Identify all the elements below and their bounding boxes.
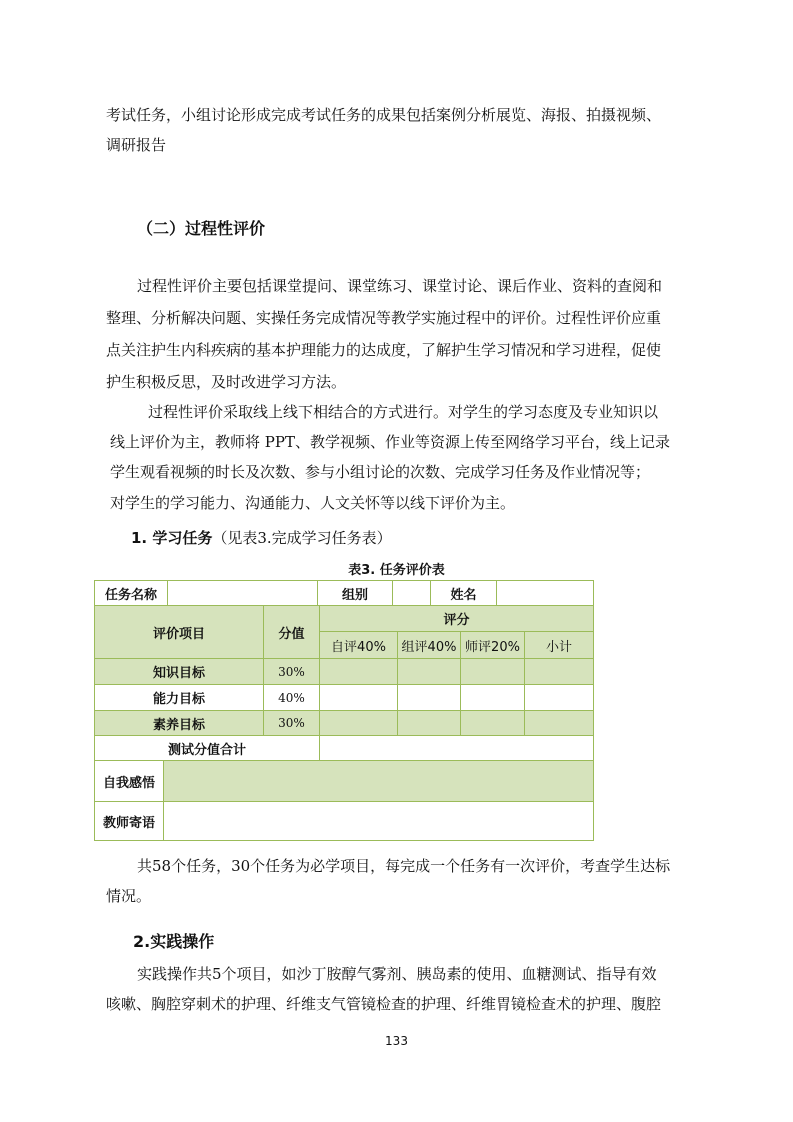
table-row bbox=[95, 761, 593, 802]
table-row bbox=[95, 581, 593, 606]
self-reflection-label: 自我感悟 bbox=[95, 761, 164, 801]
body-line: 护生积极反思，及时改进学习方法。 bbox=[106, 373, 347, 391]
row-item: 能力目标 bbox=[95, 685, 264, 710]
item1-line bbox=[131, 524, 392, 552]
row-score: 40% bbox=[264, 685, 320, 710]
page-number: 133 bbox=[385, 1034, 408, 1048]
section-heading: （二）过程性评价 bbox=[137, 219, 266, 238]
group-rating-cell bbox=[398, 685, 461, 710]
table-row bbox=[95, 711, 593, 736]
body-line: 咳嗽、胸腔穿刺术的护理、纤维支气管镜检查的护理、纤维胃镜检查术的护理、腹腔 bbox=[106, 995, 662, 1013]
group-value bbox=[393, 581, 431, 605]
body-line: 对学生的学习能力、沟通能力、人文关怀等以线下评价为主。 bbox=[110, 494, 516, 512]
teacher-message-label: 教师寄语 bbox=[95, 802, 164, 840]
row-item: 知识目标 bbox=[95, 659, 264, 684]
group-rating-cell bbox=[398, 659, 461, 684]
table-row bbox=[95, 659, 593, 685]
evaluation-table bbox=[94, 580, 594, 841]
subtotal-header: 小计 bbox=[545, 639, 572, 655]
subtotal-cell bbox=[525, 711, 593, 735]
teacher-rating-cell bbox=[461, 659, 525, 684]
body-line: 共58个任务，30个任务为必学项目，每完成一个任务有一次评价，考查学生达标 bbox=[137, 857, 671, 875]
teacher-message-value bbox=[164, 802, 593, 840]
score-header: 分值 bbox=[264, 606, 320, 658]
body-line: 学生观看视频的时长及次数、参与小组讨论的次数、完成学习任务及作业情况等； bbox=[110, 463, 651, 481]
teacher-rating-header: 师评20% bbox=[461, 632, 525, 658]
body-line: 点关注护生内科疾病的基本护理能力的达成度，了解护生学习情况和学习进程，促使 bbox=[106, 341, 662, 359]
subtotal-cell bbox=[525, 659, 593, 684]
body-line: 考试任务，小组讨论形成完成考试任务的成果包括案例分析展览、海报、拍摄视频、 bbox=[106, 106, 662, 124]
self-rating-cell bbox=[320, 711, 398, 735]
body-line: 过程性评价主要包括课堂提问、课堂练习、课堂讨论、课后作业、资料的查阅和 bbox=[137, 277, 663, 295]
self-rating-cell bbox=[320, 659, 398, 684]
table-header bbox=[95, 606, 593, 659]
table-caption: 表3. 任务评价表 bbox=[348, 563, 445, 578]
row-score: 30% bbox=[264, 711, 320, 735]
group-rating-header: 组评40% bbox=[398, 632, 461, 658]
table-row bbox=[95, 736, 593, 761]
body-line: 情况。 bbox=[106, 887, 152, 905]
name-label: 姓名 bbox=[431, 581, 497, 605]
row-item: 素养目标 bbox=[95, 711, 264, 735]
group-label: 组别 bbox=[318, 581, 393, 605]
teacher-rating-cell bbox=[461, 711, 525, 735]
teacher-rating-cell bbox=[461, 685, 525, 710]
body-line: 整理、分析解决问题、实操任务完成情况等教学实施过程中的评价。过程性评价应重 bbox=[106, 309, 662, 327]
body-line: 线上评价为主，教师将 PPT、教学视频、作业等资源上传至网络学习平台，线上记录 bbox=[110, 433, 670, 451]
body-line: 实践操作共5个项目，如沙丁胺醇气雾剂、胰岛素的使用、血糖测试、指导有效 bbox=[137, 965, 657, 983]
subtotal-cell bbox=[525, 685, 593, 710]
body-line: 过程性评价采取线上线下相结合的方式进行。对学生的学习态度及专业知识以 bbox=[148, 403, 659, 421]
self-rating-header: 自评40% bbox=[320, 632, 398, 658]
item1-note: （见表3.完成学习任务表） bbox=[212, 529, 392, 547]
self-rating-cell bbox=[320, 685, 398, 710]
self-reflection-value bbox=[164, 761, 593, 801]
rating-header: 评分 bbox=[320, 606, 593, 632]
body-line: 调研报告 bbox=[106, 136, 167, 154]
item-header: 评价项目 bbox=[95, 606, 264, 658]
table-row bbox=[95, 685, 593, 711]
group-rating-cell bbox=[398, 711, 461, 735]
task-name-label: 任务名称 bbox=[95, 581, 168, 605]
task-name-value bbox=[168, 581, 318, 605]
table-row bbox=[95, 802, 593, 840]
total-label: 测试分值合计 bbox=[95, 736, 320, 760]
row-score: 30% bbox=[264, 659, 320, 684]
item2-heading: 2.实践操作 bbox=[133, 932, 215, 951]
item1-title: 1. 学习任务 bbox=[131, 529, 213, 547]
name-value bbox=[497, 581, 593, 605]
total-value bbox=[320, 736, 593, 760]
